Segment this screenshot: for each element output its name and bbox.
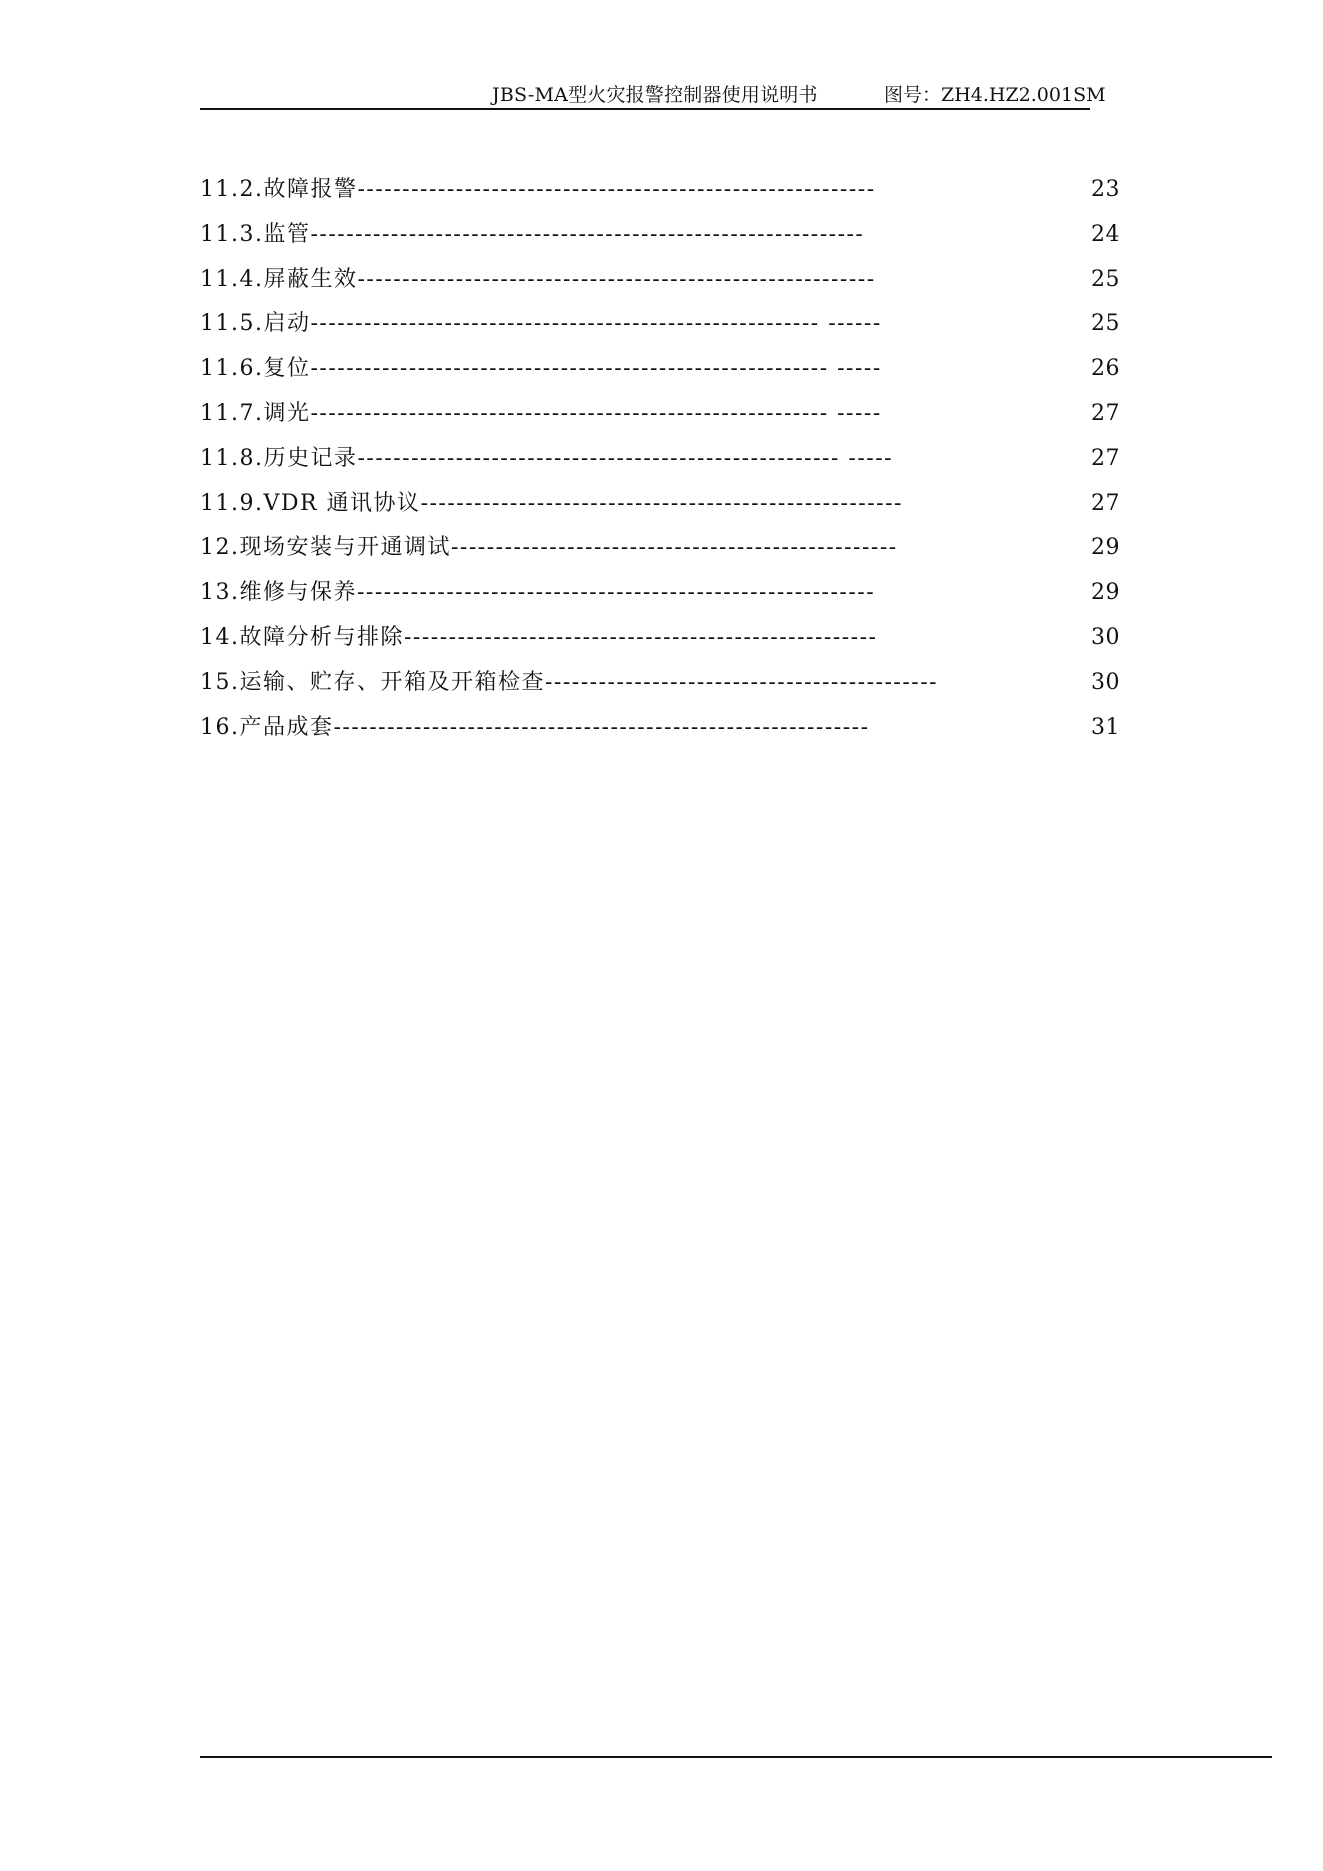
toc-entry-text: 11.3.监管--------------------------------------------------------------	[200, 221, 865, 247]
table-of-contents	[200, 170, 1120, 752]
footer-rule	[200, 1756, 1272, 1758]
toc-row	[200, 439, 1120, 484]
toc-leader: ------------------------------------------------------	[420, 490, 903, 516]
drawing-number: 图号：ZH4.HZ2.001SM	[884, 84, 1106, 106]
toc-page-number: 29	[1091, 580, 1120, 606]
toc-leader: ----------------------------------------------------------	[357, 177, 876, 202]
toc-row	[200, 215, 1120, 260]
toc-page-number: 27	[1091, 490, 1120, 516]
toc-page-number: 26	[1091, 356, 1120, 382]
toc-page-number: 29	[1091, 535, 1120, 561]
page-header	[200, 78, 1106, 110]
toc-leader: ----------------------------------------------------------	[357, 580, 876, 606]
toc-leader: ----------------------------------------------------------	[357, 266, 876, 292]
toc-page-number: 23	[1091, 177, 1120, 202]
toc-entry-text: 11.7.调光---------------------------------------------------------- -----	[200, 400, 882, 426]
toc-leader: --------------------------------------------------------------	[310, 221, 865, 247]
toc-entry-text: 13.维修与保养----------------------------------------------------------	[200, 580, 876, 606]
toc-entry-text: 11.5.启动--------------------------------------------------------- ------	[200, 311, 882, 337]
toc-row	[200, 304, 1120, 349]
toc-row	[200, 260, 1120, 305]
toc-row	[200, 708, 1120, 753]
toc-page-number: 24	[1091, 221, 1120, 247]
document-title: JBS-MA型火灾报警控制器使用说明书	[492, 84, 818, 106]
toc-page-number: 25	[1091, 311, 1120, 337]
toc-entry-text: 11.6.复位---------------------------------------------------------- -----	[200, 356, 882, 382]
toc-leader: --------------------------------------------	[545, 669, 939, 695]
toc-row	[200, 170, 1120, 215]
toc-row	[200, 573, 1120, 618]
toc-leader: ------------------------------------------------------ -----	[357, 445, 894, 471]
toc-row	[200, 484, 1120, 529]
toc-entry-text: 11.9.VDR 通讯协议------------------------------------------------------	[200, 490, 903, 516]
toc-page-number: 27	[1091, 400, 1120, 426]
toc-entry-text: 14.故障分析与排除-----------------------------------------------------	[200, 624, 878, 650]
toc-leader: -----------------------------------------------------	[404, 624, 878, 650]
toc-leader: ---------------------------------------------------------- -----	[310, 356, 882, 382]
toc-entry-text: 11.2.故障报警----------------------------------------------------------	[200, 177, 876, 202]
toc-entry-text: 11.4.屏蔽生效----------------------------------------------------------	[200, 266, 876, 292]
toc-page-number: 30	[1091, 624, 1120, 650]
toc-leader: --------------------------------------------------------- ------	[310, 311, 882, 337]
toc-leader: --------------------------------------------------	[451, 535, 898, 561]
toc-row	[200, 618, 1120, 663]
toc-leader: ---------------------------------------------------------- -----	[310, 400, 882, 426]
toc-entry-text: 15.运输、贮存、开箱及开箱检查--------------------------------------------	[200, 669, 939, 695]
toc-entry-text: 11.8.历史记录------------------------------------------------------ -----	[200, 445, 894, 471]
toc-entry-text: 12.现场安装与开通调试--------------------------------------------------	[200, 535, 898, 561]
toc-row	[200, 528, 1120, 573]
toc-leader: ------------------------------------------------------------	[333, 714, 870, 740]
toc-row	[200, 349, 1120, 394]
toc-row	[200, 663, 1120, 708]
toc-page-number: 30	[1091, 669, 1120, 695]
toc-row	[200, 394, 1120, 439]
toc-page-number: 27	[1091, 445, 1120, 471]
toc-page-number: 25	[1091, 266, 1120, 292]
toc-page-number: 31	[1091, 714, 1120, 740]
toc-entry-text: 16.产品成套------------------------------------------------------------	[200, 714, 870, 740]
